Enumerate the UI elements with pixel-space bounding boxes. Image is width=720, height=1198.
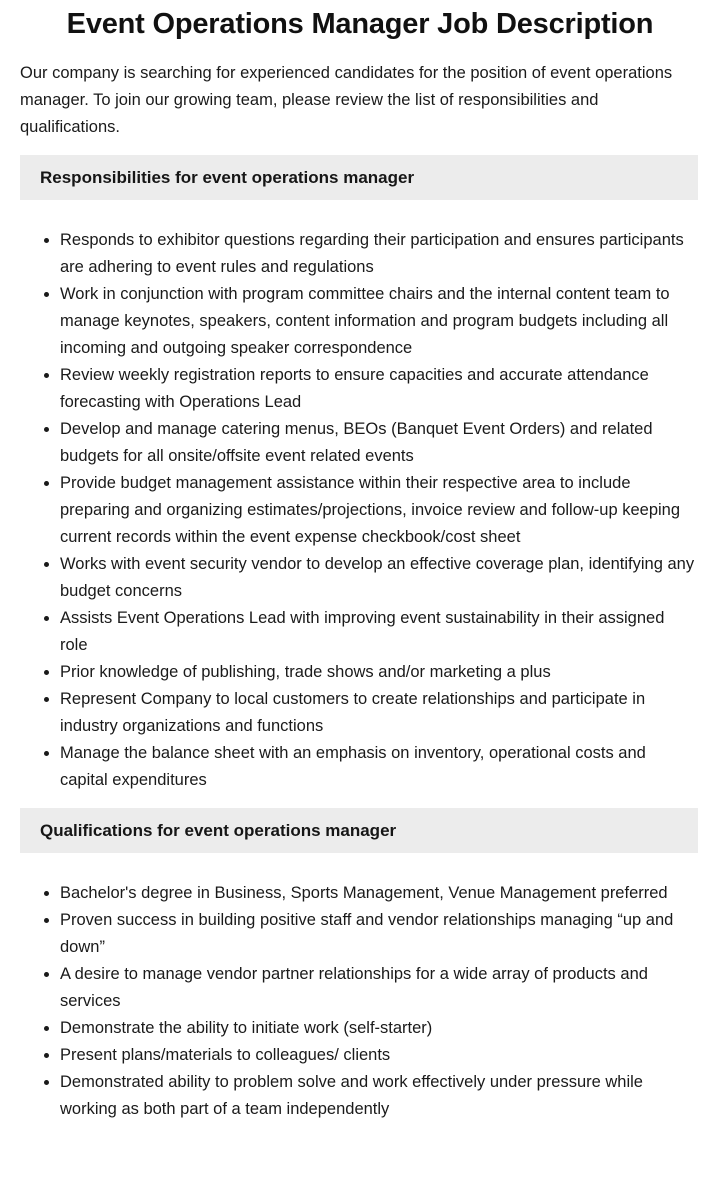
page-title: Event Operations Manager Job Description <box>66 8 654 40</box>
list-item: • Represent Company to local customers to create relationships and participate in industry organizations and functions <box>60 686 696 740</box>
list-item: • Work in conjunction with program committee chairs and the internal content team to manage keynotes, speakers, content information and program budgets including all incoming and outgoing speaker correspondence <box>60 281 696 362</box>
list-item: • Demonstrated ability to problem solve and work effectively under pressure while working as both part of a team independently <box>60 1069 696 1123</box>
list-item: • Review weekly registration reports to ensure capacities and accurate attendance forecasting with Operations Lead <box>60 362 696 416</box>
intro-paragraph: Our company is searching for experienced candidates for the position of event operations manager. To join our growing team, please review the list of responsibilities and qualifications. <box>20 64 673 136</box>
section-header-responsibilities <box>20 155 698 200</box>
section-heading: Responsibilities for event operations manager <box>40 167 415 187</box>
responsibilities-list <box>20 227 696 794</box>
list-item: • Present plans/materials to colleagues/ clients <box>60 1042 696 1069</box>
section-header-qualifications <box>20 808 698 853</box>
list-item: • Proven success in building positive staff and vendor relationships managing “up and down” <box>60 907 696 961</box>
section-heading: Qualifications for event operations manager <box>40 820 397 840</box>
list-item: • Prior knowledge of publishing, trade shows and/or marketing a plus <box>60 659 696 686</box>
job-description-document <box>0 6 720 1123</box>
list-item: • Manage the balance sheet with an emphasis on inventory, operational costs and capital expenditures <box>60 740 696 794</box>
list-item: • Provide budget management assistance within their respective area to include preparing and organizing estimates/projections, invoice review and follow-up keeping current records within the event expense checkbook/cost sheet <box>60 470 696 551</box>
list-item: • Bachelor's degree in Business, Sports Management, Venue Management preferred <box>60 880 696 907</box>
list-item: • Works with event security vendor to develop an effective coverage plan, identifying any budget concerns <box>60 551 696 605</box>
list-item: • Demonstrate the ability to initiate work (self-starter) <box>60 1015 696 1042</box>
list-item: • Assists Event Operations Lead with improving event sustainability in their assigned role <box>60 605 696 659</box>
qualifications-list <box>20 880 696 1123</box>
list-item: • Develop and manage catering menus, BEOs (Banquet Event Orders) and related budgets for all onsite/offsite event related events <box>60 416 696 470</box>
list-item: • A desire to manage vendor partner relationships for a wide array of products and services <box>60 961 696 1015</box>
list-item: • Responds to exhibitor questions regarding their participation and ensures participants are adhering to event rules and regulations <box>60 227 696 281</box>
